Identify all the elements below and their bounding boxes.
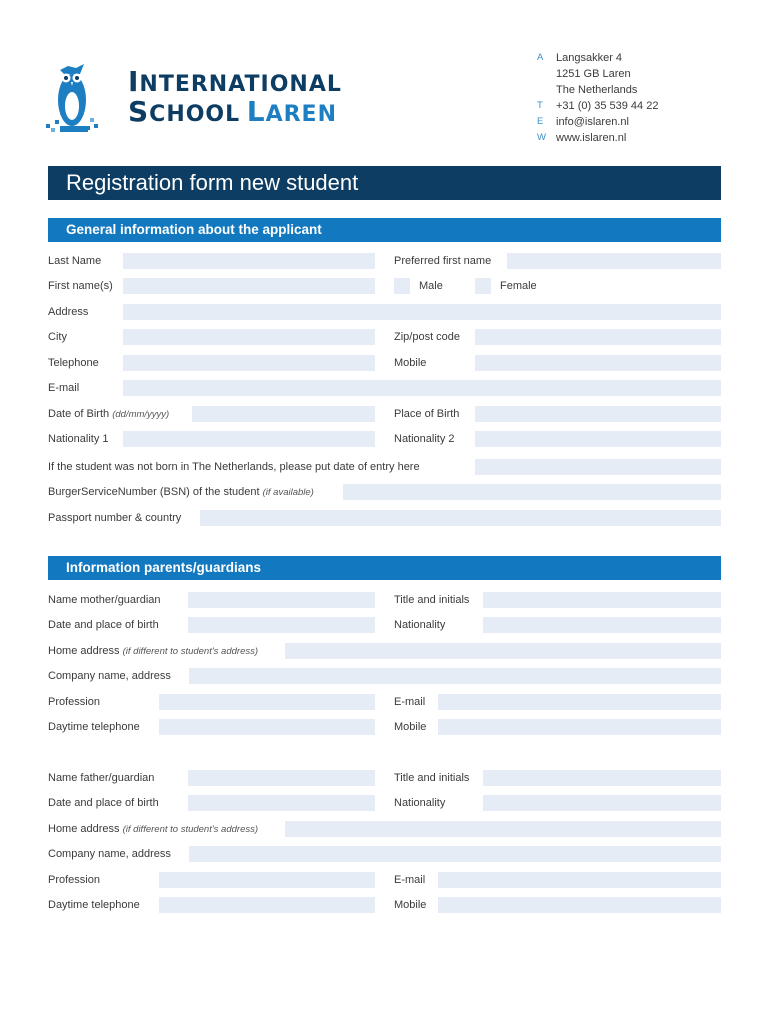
father-name-input[interactable] [188, 770, 375, 786]
label-place-of-birth: Place of Birth [394, 408, 460, 420]
label-father-company: Company name, address [48, 848, 171, 860]
mother-company-input[interactable] [189, 668, 721, 684]
label-mother-home: Home address (if different to student's address) [48, 645, 259, 657]
label-father-nationality: Nationality [394, 797, 446, 809]
contact-country: The Netherlands [556, 84, 638, 96]
mother-mobile-input[interactable] [438, 719, 721, 735]
label-mother-birth: Date and place of birth [48, 619, 159, 631]
label-mother-nationality: Nationality [394, 619, 446, 631]
label-mother-daytime: Daytime telephone [48, 721, 140, 733]
form-title-bar [48, 166, 721, 200]
entry-date-input[interactable] [475, 459, 721, 475]
label-female: Female [500, 280, 537, 292]
bsn-input[interactable] [343, 484, 721, 500]
school-name-line2: SCHOOL LAREN [128, 95, 337, 128]
mother-birth-input[interactable] [188, 617, 375, 633]
label-mother-company: Company name, address [48, 670, 171, 682]
label-date-of-birth: Date of Birth (dd/mm/yyyy) [48, 408, 170, 420]
father-birth-input[interactable] [188, 795, 375, 811]
label-father-daytime: Daytime telephone [48, 899, 140, 911]
label-zip: Zip/post code [394, 331, 461, 343]
contact-telephone: +31 (0) 35 539 44 22 [556, 100, 659, 112]
label-mother-mobile: Mobile [394, 721, 427, 733]
date-of-birth-input[interactable] [192, 406, 375, 422]
label-passport: Passport number & country [48, 512, 182, 524]
nationality-2-input[interactable] [475, 431, 721, 447]
mother-name-input[interactable] [188, 592, 375, 608]
father-nationality-input[interactable] [483, 795, 721, 811]
label-father-mobile: Mobile [394, 899, 427, 911]
address-input[interactable] [123, 304, 721, 320]
label-mother-email: E-mail [394, 696, 426, 708]
label-address: Address [48, 306, 89, 318]
label-nationality-1: Nationality 1 [48, 433, 109, 445]
male-checkbox[interactable] [394, 278, 410, 294]
father-title-input[interactable] [483, 770, 721, 786]
label-bsn: BurgerServiceNumber (BSN) of the student (if available) [48, 486, 314, 498]
label-father-name: Name father/guardian [48, 772, 155, 784]
section-general-info-heading: General information about the applicant [66, 222, 322, 237]
school-owl-logo [46, 56, 102, 136]
father-company-input[interactable] [189, 846, 721, 862]
label-first-names: First name(s) [48, 280, 113, 292]
mother-home-input[interactable] [285, 643, 721, 659]
label-father-birth: Date and place of birth [48, 797, 159, 809]
label-telephone: Telephone [48, 357, 99, 369]
form-title: Registration form new student [66, 170, 359, 195]
mother-profession-input[interactable] [159, 694, 375, 710]
label-father-home: Home address (if different to student's address) [48, 823, 259, 835]
female-checkbox[interactable] [475, 278, 491, 294]
father-daytime-input[interactable] [159, 897, 375, 913]
label-nationality-2: Nationality 2 [394, 433, 455, 445]
label-mother-title: Title and initials [394, 594, 470, 606]
label-mobile: Mobile [394, 357, 427, 369]
contact-street: Langsakker 4 [556, 52, 623, 64]
last-name-input[interactable] [123, 253, 375, 269]
label-mother-name: Name mother/guardian [48, 594, 161, 606]
father-email-input[interactable] [438, 872, 721, 888]
nationality-1-input[interactable] [123, 431, 375, 447]
section-parents-bar [48, 556, 721, 580]
label-last-name: Last Name [48, 255, 102, 267]
mother-title-input[interactable] [483, 592, 721, 608]
preferred-first-name-input[interactable] [507, 253, 721, 269]
mother-email-input[interactable] [438, 694, 721, 710]
city-input[interactable] [123, 329, 375, 345]
label-email: E-mail [48, 382, 80, 394]
label-male: Male [419, 280, 443, 292]
label-preferred-first-name: Preferred first name [394, 255, 492, 267]
section-general-info-bar [48, 218, 721, 242]
father-mobile-input[interactable] [438, 897, 721, 913]
contact-email: info@islaren.nl [556, 116, 629, 128]
mother-daytime-input[interactable] [159, 719, 375, 735]
mobile-input[interactable] [475, 355, 721, 371]
father-profession-input[interactable] [159, 872, 375, 888]
label-entry-date: If the student was not born in The Netherlands, please put date of entry here [48, 461, 420, 473]
telephone-input[interactable] [123, 355, 375, 371]
label-father-profession: Profession [48, 874, 100, 886]
label-city: City [48, 331, 67, 343]
zip-input[interactable] [475, 329, 721, 345]
label-mother-profession: Profession [48, 696, 100, 708]
email-input[interactable] [123, 380, 721, 396]
passport-input[interactable] [200, 510, 721, 526]
place-of-birth-input[interactable] [475, 406, 721, 422]
mother-nationality-input[interactable] [483, 617, 721, 633]
label-father-email: E-mail [394, 874, 426, 886]
father-home-input[interactable] [285, 821, 721, 837]
first-names-input[interactable] [123, 278, 375, 294]
label-father-title: Title and initials [394, 772, 470, 784]
contact-postcode: 1251 GB Laren [556, 68, 631, 80]
school-name-line1: INTERNATIONAL [128, 65, 342, 98]
contact-website: www.islaren.nl [556, 132, 627, 144]
section-parents-heading: Information parents/guardians [66, 560, 262, 575]
